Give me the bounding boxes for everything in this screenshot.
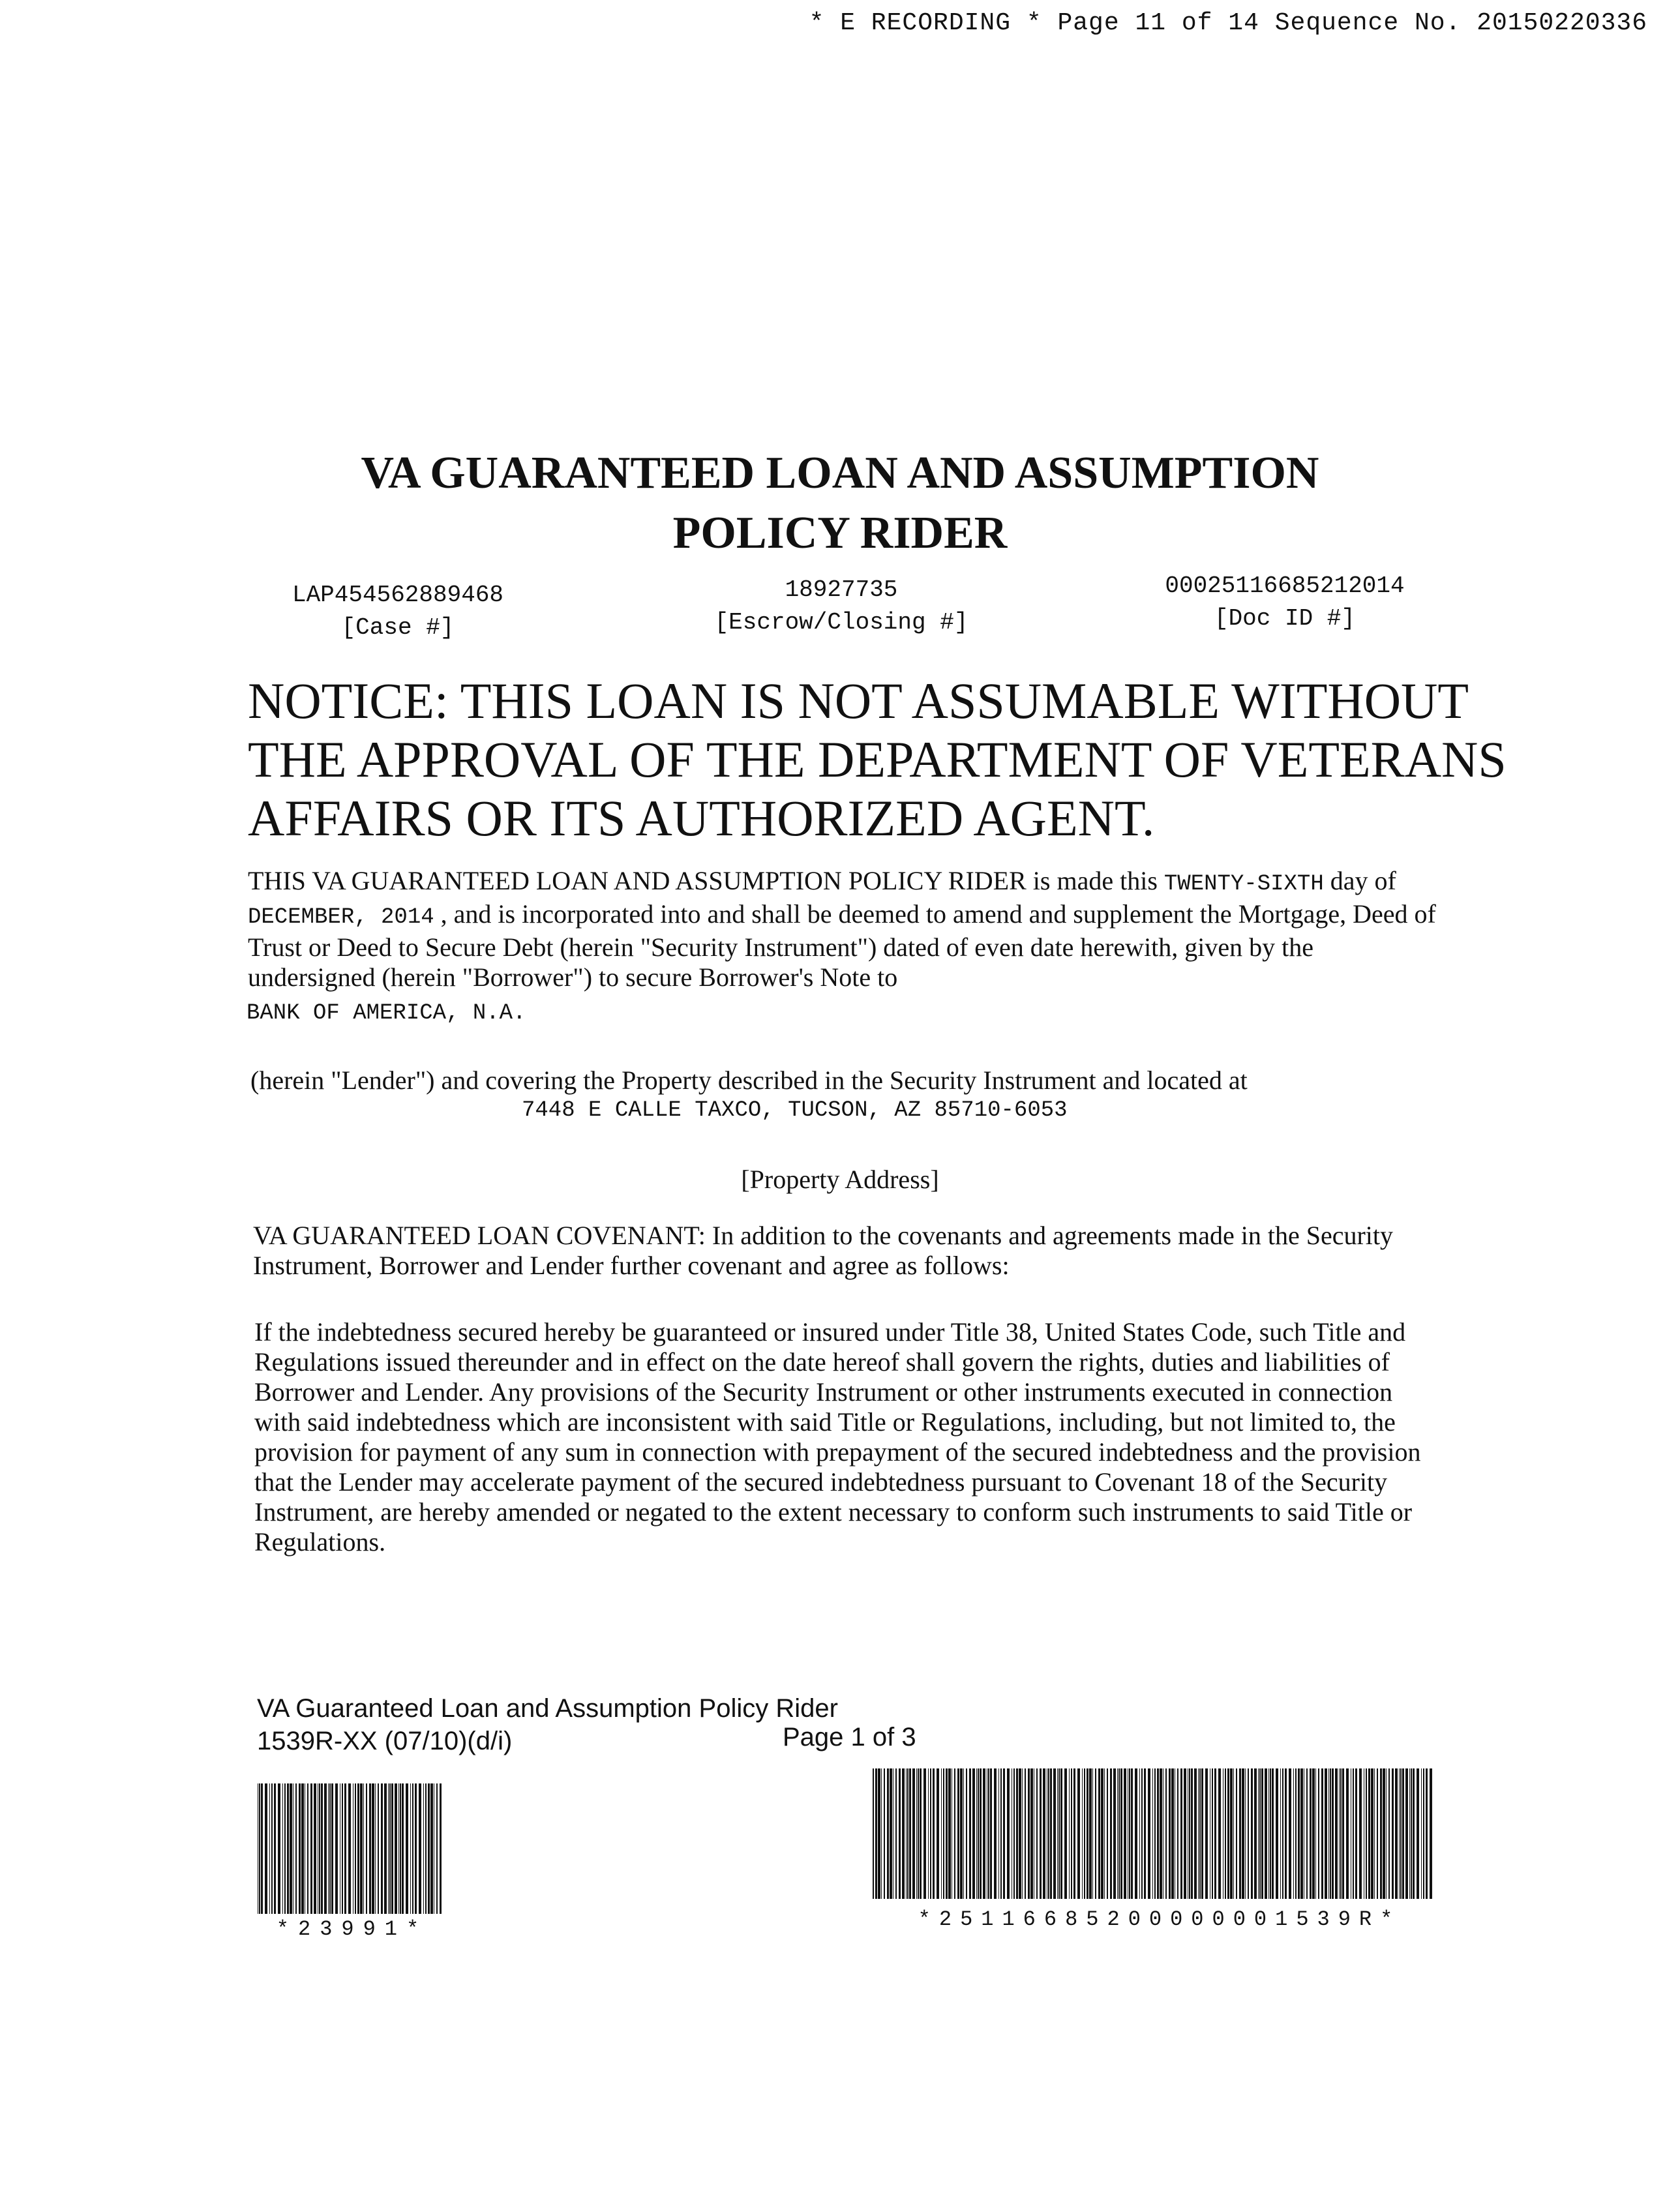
recording-header: * E RECORDING * Page 11 of 14 Sequence No. 20150220336 bbox=[809, 9, 1647, 37]
va-covenant-paragraph: VA GUARANTEED LOAN COVENANT: In addition to the covenants and agreements made in the Security Instrument, Borrower and Lender further covenant and agree as follows: bbox=[253, 1221, 1394, 1280]
notice-line-3: AFFAIRS OR ITS AUTHORIZED AGENT. bbox=[248, 790, 1155, 846]
barcode-left bbox=[258, 1783, 443, 1914]
herein-lender-text: (herein "Lender") and covering the Property described in the Security Instrument and located at bbox=[250, 1066, 1248, 1095]
day-field: TWENTY-SIXTH bbox=[1163, 872, 1324, 897]
document-title-line-1: VA GUARANTEED LOAN AND ASSUMPTION bbox=[361, 448, 1319, 498]
title-38-paragraph: If the indebtedness secured hereby be guaranteed or insured under Title 38, United States Code, such Title and Regulations issued thereunder and in effect on the date hereof shall govern the rights, duties and liabilities of Borrower and Lender. Any provisions of the Security Instrument or other instruments executed in connection with said indebtedness which are inconsistent with said Title or Regulations, including, but not limited to, the provision for payment of any sum in connection with prepayment of the secured indebtedness and the provision that the Lender may accelerate payment of the secured indebtedness pursuant to Covenant 18 of the Security Instrument, are hereby amended or negated to the extent necessary to conform such instruments to said Title or Regulations. bbox=[254, 1317, 1421, 1557]
barcode-left-text: *23991* bbox=[276, 1917, 428, 1941]
case-number-label: [Case #] bbox=[341, 614, 455, 641]
page-number: Page 1 of 3 bbox=[783, 1723, 916, 1751]
intro-text-2: day of bbox=[1323, 866, 1396, 895]
month-year-field: DECEMBER, 2014 bbox=[248, 905, 434, 930]
doc-id: 00025116685212014 bbox=[1165, 573, 1405, 599]
document-title bbox=[0, 443, 1680, 563]
escrow-number-label: [Escrow/Closing #] bbox=[714, 609, 968, 636]
document-title-line-2: POLICY RIDER bbox=[672, 508, 1008, 558]
intro-paragraph bbox=[248, 866, 1441, 992]
intro-text-1: THIS VA GUARANTEED LOAN AND ASSUMPTION POLICY RIDER is made this bbox=[248, 866, 1164, 895]
escrow-number: 18927735 bbox=[785, 576, 898, 603]
notice-line-2: THE APPROVAL OF THE DEPARTMENT OF VETERANS bbox=[248, 731, 1507, 788]
barcode-right bbox=[873, 1768, 1433, 1899]
notice-line-1: NOTICE: THIS LOAN IS NOT ASSUMABLE WITHOUT bbox=[248, 672, 1469, 729]
intro-text-3: , and is incorporated into and shall be deemed to amend and supplement the Mortgage, Deed of Trust or Deed to Secure Debt (herein "Security Instrument") dated of even date herewith, given by the undersigned (herein "Borrower") to secure Borrower's Note to bbox=[248, 899, 1436, 992]
escrow-number-block bbox=[685, 574, 998, 639]
barcode-right-text: *25116685200000001539R* bbox=[918, 1907, 1402, 1931]
case-number: LAP454562889468 bbox=[292, 582, 504, 608]
footer-form-title: VA Guaranteed Loan and Assumption Policy Rider bbox=[257, 1694, 838, 1723]
assumption-notice bbox=[248, 672, 1507, 848]
case-number-block bbox=[280, 579, 515, 644]
doc-id-block bbox=[1128, 570, 1441, 635]
property-address-label: [Property Address] bbox=[741, 1165, 939, 1194]
lender-name: BANK OF AMERICA, N.A. bbox=[247, 1001, 526, 1026]
property-address: 7448 E CALLE TAXCO, TUCSON, AZ 85710-6053 bbox=[522, 1098, 1068, 1123]
doc-id-label: [Doc ID #] bbox=[1214, 605, 1356, 632]
footer-form-code: 1539R-XX (07/10)(d/i) bbox=[257, 1727, 513, 1755]
